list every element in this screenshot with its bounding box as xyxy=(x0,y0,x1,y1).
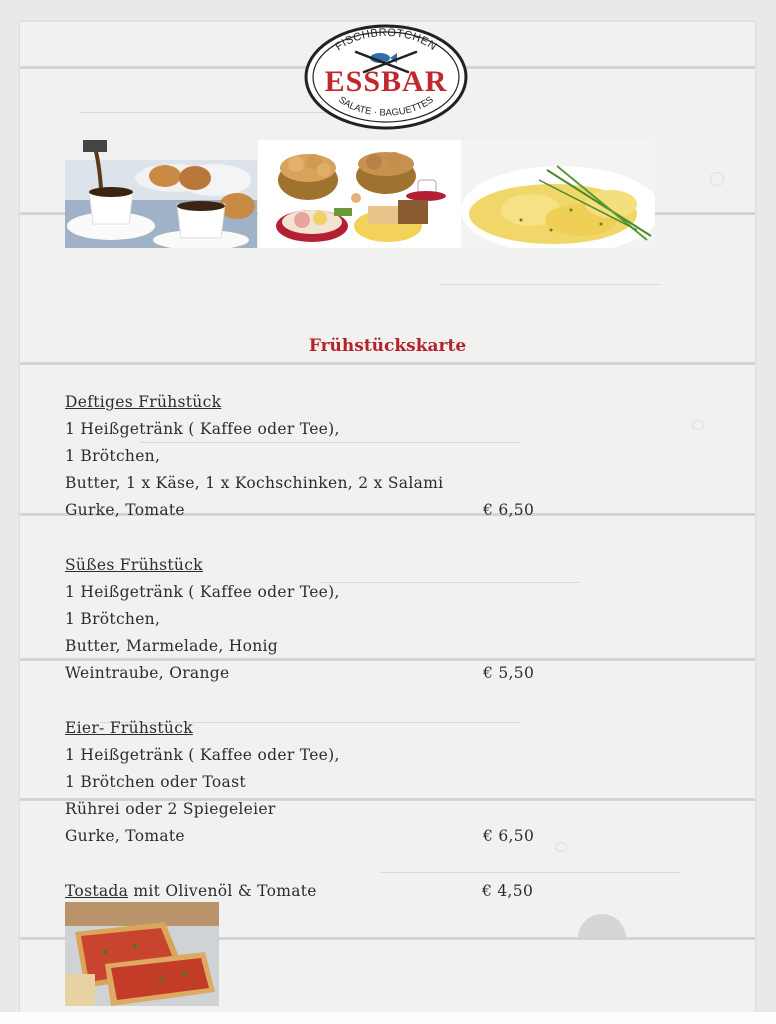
menu-line: Butter, 1 x Käse, 1 x Kochschinken, 2 x Salami xyxy=(65,474,444,492)
menu-line: Rührei oder 2 Spiegeleier xyxy=(65,800,276,818)
wood-knot xyxy=(710,172,724,186)
menu-line: 1 Brötchen, xyxy=(65,447,161,465)
menu-line: 1 Heißgetränk ( Kaffee oder Tee), xyxy=(65,583,340,601)
essbar-logo xyxy=(304,24,468,130)
menu-line: 1 Heißgetränk ( Kaffee oder Tee), xyxy=(65,420,340,438)
menu-line: Butter, Marmelade, Honig xyxy=(65,637,279,655)
logo-graphic xyxy=(304,24,468,130)
scrambled-eggs-photo xyxy=(461,140,655,248)
logo-bottom-text: SALATE · BAGUETTES xyxy=(336,94,436,119)
tostada-description: mit Olivenöl & Tomate xyxy=(128,882,317,900)
wood-knot xyxy=(555,842,567,852)
wood-grain xyxy=(380,872,680,873)
price: € 6,50 xyxy=(483,501,535,519)
menu-line: Gurke, Tomate xyxy=(65,827,185,845)
coffee-and-rolls-photo xyxy=(65,140,257,248)
wood-grain xyxy=(140,442,520,443)
wood-knot xyxy=(692,420,704,430)
menu-page xyxy=(20,22,755,1012)
price: € 5,50 xyxy=(483,664,535,682)
plank-seam xyxy=(20,362,755,365)
logo-top-text: FISCHBRÖTCHEN xyxy=(333,26,439,54)
menu-line: 1 Brötchen oder Toast xyxy=(65,773,246,791)
tostada-line xyxy=(65,882,317,900)
tostada-name: Tostada xyxy=(65,882,129,900)
price: € 6,50 xyxy=(483,827,535,845)
logo-brand: ESSBAR xyxy=(324,65,448,98)
price: € 4,50 xyxy=(482,882,534,900)
tostada-photo xyxy=(65,902,219,1006)
section-heading: Eier- Frühstück xyxy=(65,719,193,737)
section-heading: Deftiges Frühstück xyxy=(65,393,222,411)
menu-line: 1 Brötchen, xyxy=(65,610,161,628)
menu-title: Frühstückskarte xyxy=(308,336,467,356)
wood-grain xyxy=(440,284,660,285)
section-heading: Süßes Frühstück xyxy=(65,556,203,574)
menu-line: Weintraube, Orange xyxy=(65,664,230,682)
menu-line: 1 Heißgetränk ( Kaffee oder Tee), xyxy=(65,746,340,764)
rolls-and-cold-cuts-photo xyxy=(258,140,461,248)
wood-knot-hole xyxy=(578,914,626,938)
plank-seam xyxy=(20,658,755,661)
menu-line: Gurke, Tomate xyxy=(65,501,185,519)
wood-grain xyxy=(320,582,580,583)
bottom-strip xyxy=(0,1012,776,1024)
